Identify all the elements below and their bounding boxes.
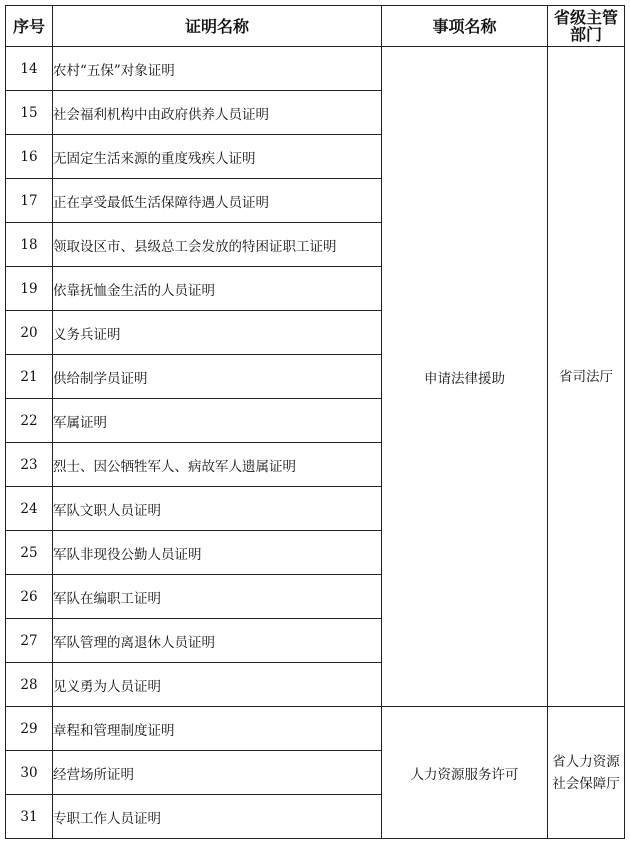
- department-cell-hr-social-security: 省人力资源社会保障厅: [548, 707, 625, 839]
- row-seq: 31: [6, 795, 53, 839]
- row-cert-name: 见义勇为人员证明: [53, 663, 382, 707]
- row-cert-name: 军属证明: [53, 399, 382, 443]
- row-seq: 21: [6, 355, 53, 399]
- table-row: [6, 707, 625, 751]
- row-cert-name: 依靠抚恤金生活的人员证明: [53, 267, 382, 311]
- row-cert-name: 经营场所证明: [53, 751, 382, 795]
- row-seq: 24: [6, 487, 53, 531]
- row-cert-name: 供给制学员证明: [53, 355, 382, 399]
- row-seq: 15: [6, 91, 53, 135]
- row-seq: 20: [6, 311, 53, 355]
- row-cert-name: 章程和管理制度证明: [53, 707, 382, 751]
- row-cert-name: 专职工作人员证明: [53, 795, 382, 839]
- department-cell-justice: 省司法厅: [548, 47, 625, 707]
- row-seq: 17: [6, 179, 53, 223]
- matter-cell-hr-license: 人力资源服务许可: [382, 707, 548, 839]
- matter-cell-legal-aid: 申请法律援助: [382, 47, 548, 707]
- table-row: [6, 47, 625, 91]
- row-cert-name: 社会福利机构中由政府供养人员证明: [53, 91, 382, 135]
- row-cert-name: 无固定生活来源的重度残疾人证明: [53, 135, 382, 179]
- row-seq: 14: [6, 47, 53, 91]
- row-seq: 23: [6, 443, 53, 487]
- row-cert-name: 农村“五保”对象证明: [53, 47, 382, 91]
- row-cert-name: 领取设区市、县级总工会发放的特困证职工证明: [53, 223, 382, 267]
- row-seq: 27: [6, 619, 53, 663]
- row-cert-name: 正在享受最低生活保障待遇人员证明: [53, 179, 382, 223]
- row-seq: 25: [6, 531, 53, 575]
- header-seq: 序号: [6, 6, 53, 47]
- header-department: 省级主管部门: [548, 6, 625, 47]
- row-cert-name: 军队非现役公勤人员证明: [53, 531, 382, 575]
- row-cert-name: 烈士、因公牺牲军人、病故军人遗属证明: [53, 443, 382, 487]
- row-seq: 22: [6, 399, 53, 443]
- row-seq: 29: [6, 707, 53, 751]
- row-seq: 28: [6, 663, 53, 707]
- row-cert-name: 军队在编职工证明: [53, 575, 382, 619]
- header-cert-name: 证明名称: [53, 6, 382, 47]
- row-seq: 26: [6, 575, 53, 619]
- row-seq: 30: [6, 751, 53, 795]
- table-header-row: [6, 6, 625, 47]
- header-matter-name: 事项名称: [382, 6, 548, 47]
- certificate-table: [5, 5, 625, 839]
- row-seq: 16: [6, 135, 53, 179]
- row-cert-name: 军队文职人员证明: [53, 487, 382, 531]
- row-cert-name: 军队管理的离退休人员证明: [53, 619, 382, 663]
- row-seq: 18: [6, 223, 53, 267]
- row-cert-name: 义务兵证明: [53, 311, 382, 355]
- row-seq: 19: [6, 267, 53, 311]
